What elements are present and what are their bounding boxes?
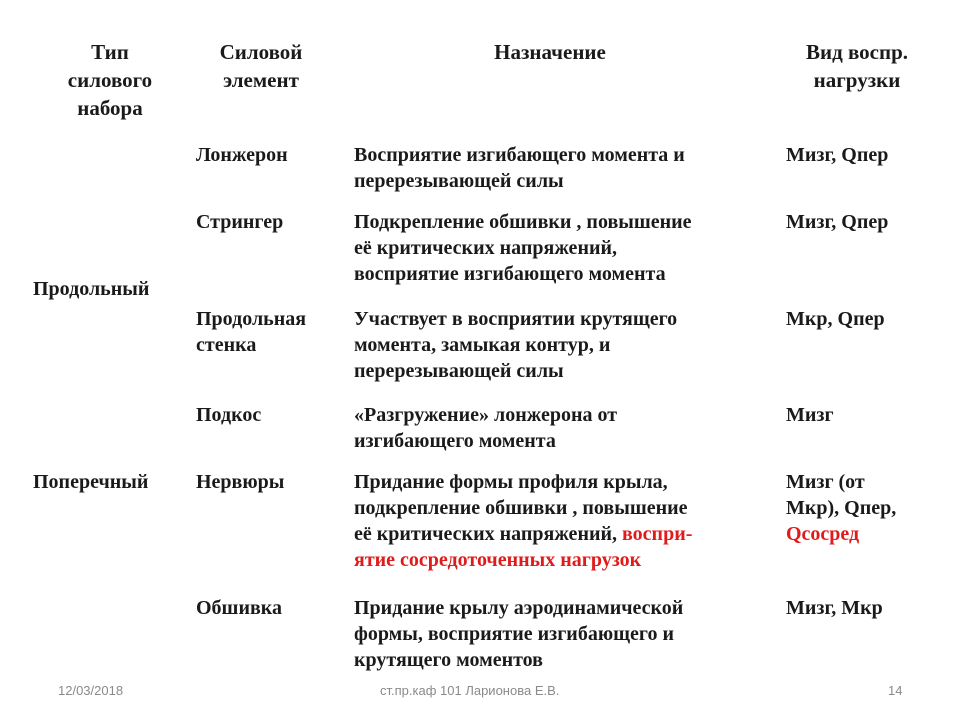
header-load-type xyxy=(782,38,932,94)
purpose-line: момента, замыкая контур, и xyxy=(354,334,611,356)
purpose-ribs xyxy=(354,469,692,573)
purpose-line: Придание формы профиля крыла, xyxy=(354,471,668,493)
element-stringer xyxy=(196,209,283,235)
element-spar xyxy=(196,142,288,168)
purpose-skin xyxy=(354,595,683,673)
purpose-line: подкрепление обшивки , повышение xyxy=(354,497,688,519)
footer-page-number: 14 xyxy=(888,683,903,698)
purpose-line xyxy=(354,521,692,547)
purpose-stringer xyxy=(354,209,692,287)
header-line: Силовой xyxy=(219,40,303,64)
purpose-line: Восприятие изгибающего момента и xyxy=(354,144,685,166)
header-purpose xyxy=(430,38,670,66)
purpose-line: Участвует в восприятии крутящего xyxy=(354,308,678,330)
load-line: Мизг, Qпер xyxy=(786,211,889,233)
element-longitudinal-wall xyxy=(196,306,306,358)
header-line: Назначение xyxy=(494,40,606,64)
element-strut xyxy=(196,402,261,428)
load-highlight-line: Qсосред xyxy=(786,523,860,545)
purpose-line: «Разгружение» лонжерона от xyxy=(354,404,618,426)
load-ribs xyxy=(786,469,896,547)
load-line: Мизг, Мкр xyxy=(786,597,883,619)
purpose-text: её критических напряжений, xyxy=(354,523,623,545)
element-line: Лонжерон xyxy=(196,144,288,166)
element-line: Стрингер xyxy=(196,211,284,233)
purpose-strut xyxy=(354,402,617,454)
purpose-line: крутящего моментов xyxy=(354,649,543,671)
header-line: элемент xyxy=(223,68,299,92)
header-line: Тип xyxy=(91,40,129,64)
element-line: Обшивка xyxy=(196,597,282,619)
element-ribs xyxy=(196,469,284,495)
load-longitudinal-wall xyxy=(786,306,885,332)
element-line: Подкос xyxy=(196,404,262,426)
purpose-line: её критических напряжений, xyxy=(354,237,618,259)
footer-author: ст.пр.каф 101 Ларионова Е.В. xyxy=(380,683,560,698)
load-skin xyxy=(786,595,883,621)
header-line: нагрузки xyxy=(813,68,901,92)
purpose-line: формы, восприятие изгибающего и xyxy=(354,623,674,645)
purpose-line: Придание крылу аэродинамической xyxy=(354,597,684,619)
purpose-highlight-text: воспри- xyxy=(622,523,693,545)
group-label-longitudinal: Продольный xyxy=(33,278,150,300)
load-spar xyxy=(786,142,888,168)
purpose-line: изгибающего момента xyxy=(354,430,556,452)
header-structural-element xyxy=(196,38,326,94)
element-skin xyxy=(196,595,282,621)
purpose-line: восприятие изгибающего момента xyxy=(354,263,666,285)
load-line: Мкр, Qпер xyxy=(786,308,885,330)
purpose-highlight-line: ятие сосредоточенных нагрузок xyxy=(354,549,642,571)
load-line: Мизг, Qпер xyxy=(786,144,889,166)
header-type-of-structure xyxy=(40,38,180,122)
load-line: Мкр), Qпер, xyxy=(786,497,897,519)
header-line: силового xyxy=(67,68,153,92)
load-line: Мизг xyxy=(786,404,834,426)
purpose-line: перерезывающей силы xyxy=(354,170,564,192)
header-line: Вид воспр. xyxy=(805,40,909,64)
group-label-transverse: Поперечный xyxy=(33,471,149,493)
footer-date: 12/03/2018 xyxy=(58,683,124,698)
load-stringer xyxy=(786,209,888,235)
load-line: Мизг (от xyxy=(786,471,865,493)
purpose-line: перерезывающей силы xyxy=(354,360,564,382)
purpose-spar xyxy=(354,142,685,194)
header-line: набора xyxy=(77,96,143,120)
purpose-longitudinal-wall xyxy=(354,306,677,384)
element-line: Нервюры xyxy=(196,471,285,493)
element-line: стенка xyxy=(196,334,257,356)
purpose-line: Подкрепление обшивки , повышение xyxy=(354,211,692,233)
load-strut xyxy=(786,402,834,428)
element-line: Продольная xyxy=(196,308,307,330)
